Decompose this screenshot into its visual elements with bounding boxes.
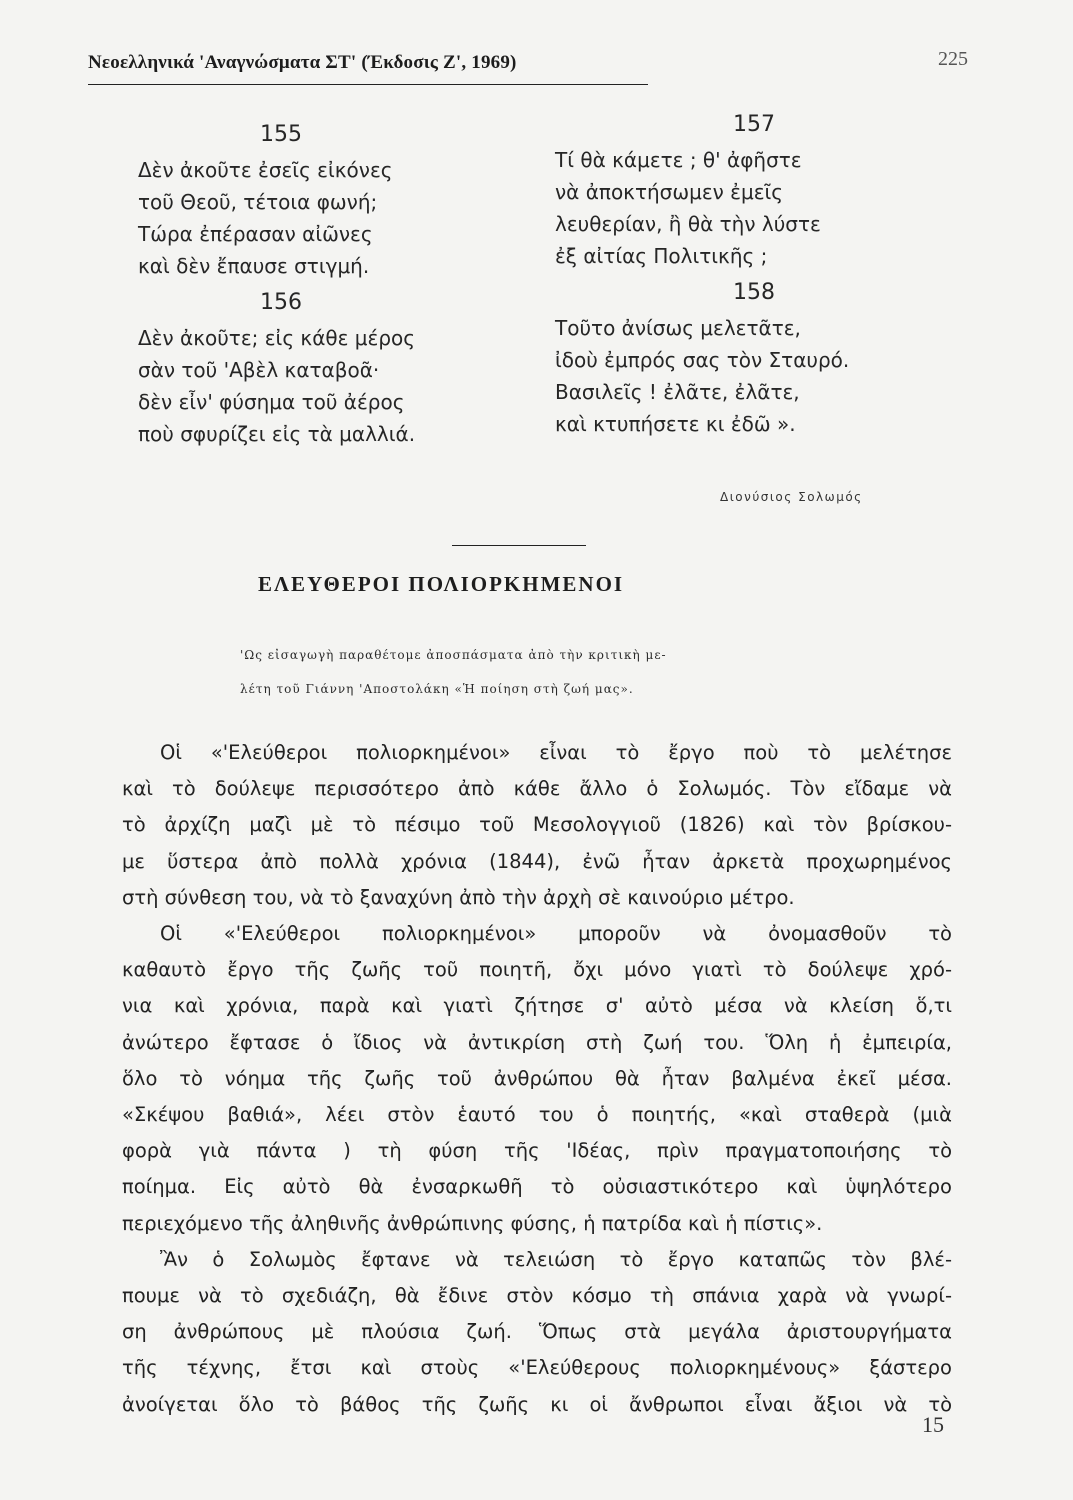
- body-line: «Σκέψου βαθιά», λέει στὸν ἑαυτό του ὁ ποιητής, «καὶ σταθερὰ (μιὰ: [122, 1103, 952, 1127]
- verse-line: Τοῦτο ἀνίσως μελετᾶτε,: [555, 316, 801, 340]
- body-line: ἀνώτερο ἔφτασε ὁ ἴδιος νὰ ἀντικρίση στὴ ζωή του. Ὅλη ἡ ἐμπειρία,: [122, 1030, 952, 1054]
- stanza: [138, 120, 498, 282]
- section-divider: [452, 545, 586, 546]
- body-line: φορὰ γιὰ πάντα ) τὴ φύση τῆς 'Ιδέας, πρὶν πραγματοποιήσης τὸ: [122, 1139, 952, 1163]
- verse-line: ποὺ σφυρίζει εἰς τὰ μαλλιά.: [138, 422, 416, 446]
- stanza-number: 157: [733, 112, 775, 137]
- verse-line: Βασιλεῖς ! ἐλᾶτε, ἐλᾶτε,: [555, 380, 800, 404]
- verse-line: Δὲν ἀκοῦτε ἐσεῖς εἰκόνες: [138, 158, 393, 182]
- body-line: ποίημα. Εἰς αὐτὸ θὰ ἐνσαρκωθῆ τὸ οὐσιαστικότερο καὶ ὑψηλότερο: [122, 1175, 952, 1199]
- body-line: πουμε νὰ τὸ σχεδιάζη, θὰ ἔδινε στὸν κόσμο τὴ σπάνια χαρὰ νὰ γνωρί-: [122, 1284, 952, 1308]
- verse-line: νὰ ἀποκτήσωμεν ἐμεῖς: [555, 180, 784, 204]
- section-intro: [240, 638, 960, 706]
- body-line: περιεχόμενο τῆς ἀληθινῆς ἀνθρώπινης φύσης, ἡ πατρίδα καὶ ἡ πίστις».: [122, 1211, 823, 1235]
- intro-line: λέτη τοῦ Γιάννη 'Αποστολάκη «Ἡ ποίηση στὴ ζωή μας».: [240, 682, 634, 696]
- verse-line: ἐξ αἰτίας Πολιτικῆς ;: [555, 244, 768, 268]
- verse-line: δὲν εἶν' φύσημα τοῦ ἀέρος: [138, 390, 405, 414]
- verse-line: καὶ δὲν ἔπαυσε στιγμή.: [138, 254, 370, 278]
- stanza-number: 158: [733, 280, 775, 305]
- header-rule: [88, 84, 648, 85]
- author-signature: Διονύσιος Σολωμός: [720, 490, 863, 504]
- body-line: ἀνοίγεται ὅλο τὸ βάθος τῆς ζωῆς κι οἱ ἄνθρωποι εἶναι ἄξιοι νὰ τὸ: [122, 1392, 952, 1416]
- stanza-number: 155: [260, 122, 302, 147]
- body-line: ὅλο τὸ νόημα τῆς ζωῆς τοῦ ἀνθρώπου θὰ ἦταν βαλμένα ἐκεῖ μέσα.: [122, 1066, 952, 1090]
- verse-line: καὶ κτυπήσετε κι ἐδῶ ».: [555, 412, 796, 436]
- verse-line: σὰν τοῦ 'Αβὲλ καταβοᾶ·: [138, 358, 380, 382]
- verse-line: Δὲν ἀκοῦτε; εἰς κάθε μέρος: [138, 326, 416, 350]
- body-line: ση ἀνθρώπους μὲ πλούσια ζωή. Ὅπως στὰ μεγάλα ἀριστουργήματα: [122, 1320, 952, 1344]
- stanza: [138, 288, 498, 450]
- poem-right-column: [555, 110, 955, 446]
- body-line: τῆς τέχνης, ἔτσι καὶ στοὺς «'Ελεύθερους πολιορκημένους» ξάστερο: [122, 1356, 952, 1380]
- body-line: νια καὶ χρόνια, παρὰ καὶ γιατὶ ζήτησε σ' αὐτὸ μέσα νὰ κλείση ὅ,τι: [122, 994, 952, 1018]
- stanza-number: 156: [260, 290, 302, 315]
- signature-mark: 15: [922, 1412, 944, 1437]
- verse-line: ἰδοὺ ἐμπρός σας τὸν Σταυρό.: [555, 348, 850, 372]
- poem-left-column: [138, 120, 498, 456]
- stanza: [555, 110, 955, 272]
- verse-line: Τί θὰ κάμετε ; θ' ἀφῆστε: [555, 148, 802, 172]
- body-line: καθαυτὸ ἔργο τῆς ζωῆς τοῦ ποιητῆ, ὄχι μόνο γιατὶ τὸ δούλεψε χρό-: [122, 958, 952, 982]
- body-text: [122, 735, 952, 1423]
- page-number: 225: [938, 48, 968, 70]
- intro-line: 'Ως εἰσαγωγὴ παραθέτομε ἀποσπάσματα ἀπὸ τὴν κριτικὴ με-: [240, 648, 667, 662]
- body-line: καὶ τὸ δούλεψε περισσότερο ἀπὸ κάθε ἄλλο ὁ Σολωμός. Τὸν εἴδαμε νὰ: [122, 777, 952, 801]
- verse-line: Τώρα ἐπέρασαν αἰῶνες: [138, 222, 373, 246]
- body-line: με ὕστερα ἀπὸ πολλὰ χρόνια (1844), ἐνῶ ἦταν ἀρκετὰ προχωρημένος: [122, 849, 952, 873]
- running-title: Νεοελληνικά 'Αναγνώσματα ΣΤ' (Έκδοσις Ζ', 1969): [88, 52, 517, 73]
- body-line: στὴ σύνθεση του, νὰ τὸ ξαναχύνη ἀπὸ τὴν ἀρχὴ σὲ καινούριο μέτρο.: [122, 885, 795, 909]
- section-title: ΕΛΕΥΘΕΡΟΙ ΠΟΛΙΟΡΚΗΜΕΝΟΙ: [258, 572, 625, 596]
- body-line: τὸ ἀρχίζη μαζὶ μὲ τὸ πέσιμο τοῦ Μεσολογγιοῦ (1826) καὶ τὸν βρίσκου-: [122, 813, 952, 837]
- body-line: Οἱ «'Ελεύθεροι πολιορκημένοι» μποροῦν νὰ ὀνομασθοῦν τὸ: [160, 922, 952, 946]
- verse-line: λευθερίαν, ἢ θὰ τὴν λύστε: [555, 212, 821, 236]
- body-line: Οἱ «'Ελεύθεροι πολιορκημένοι» εἶναι τὸ ἔργο ποὺ τὸ μελέτησε: [160, 741, 952, 764]
- verse-line: τοῦ Θεοῦ, τέτοια φωνή;: [138, 190, 378, 214]
- body-line: Ἂν ὁ Σολωμὸς ἔφτανε νὰ τελειώση τὸ ἔργο καταπῶς τὸν βλέ-: [160, 1247, 952, 1271]
- page-header: [88, 48, 968, 88]
- stanza: [555, 278, 955, 440]
